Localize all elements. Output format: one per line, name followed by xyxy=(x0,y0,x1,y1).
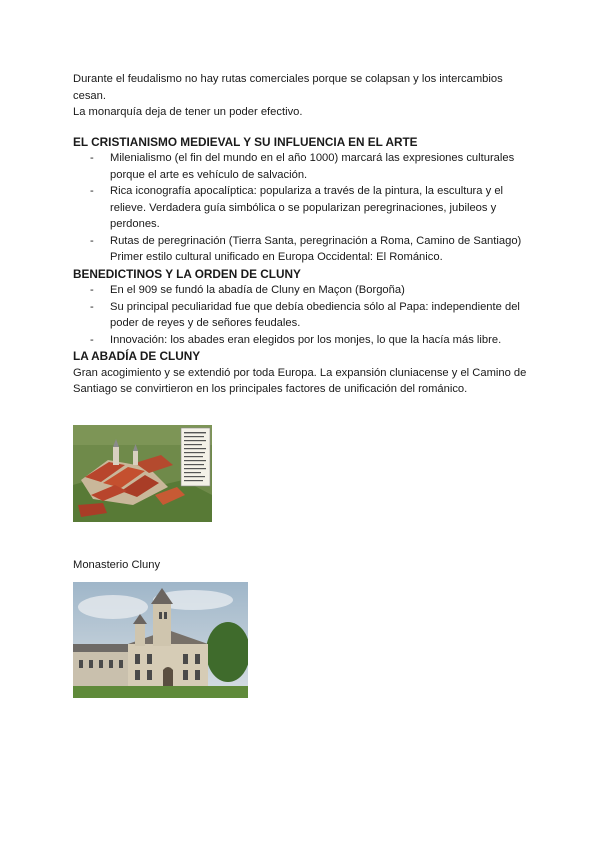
document-page xyxy=(73,71,528,698)
intro-paragraph-2: La monarquía deja de tener un poder efectivo. xyxy=(73,106,303,118)
intro-paragraph-1: Durante el feudalismo no hay rutas comerciales porque se colapsan y los intercambios cesan. xyxy=(73,73,503,102)
abadia-paragraph: Gran acogimiento y se extendió por toda Europa. La expansión cluniacense y el Camino de Santiago se convirtieron en los principales factores de unificación del románico. xyxy=(73,366,527,395)
benedictinos-list xyxy=(73,282,528,348)
list-item: - En el 909 se fundó la abadía de Cluny en Maçon (Borgoña) xyxy=(90,284,405,296)
section-title-abadia: LA ABADÍA DE CLUNY xyxy=(73,349,201,363)
list-item: - Innovación: los abades eran elegidos por los monjes, lo que la hacía más libre. xyxy=(90,333,502,346)
cluny-reconstruction-image xyxy=(73,425,212,522)
figure-caption: Monasterio Cluny xyxy=(73,558,161,571)
cristianismo-list xyxy=(73,150,528,266)
list-item: - Rutas de peregrinación (Tierra Santa, peregrinación a Roma, Camino de Santiago) Primer estilo cultural unificado en Europa Occidental: El Románico. xyxy=(90,234,522,263)
cluny-monastery-photo xyxy=(73,582,248,698)
list-item: - Su principal peculiaridad fue que debía obediencia sólo al Papa: independiente del poder de reyes y de señores feudales. xyxy=(90,300,520,329)
list-item: - Milenialismo (el fin del mundo en el año 1000) marcará las expresiones culturales porque el arte es vehículo de salvación. xyxy=(90,152,515,181)
section-title-benedictinos: BENEDICTINOS Y LA ORDEN DE CLUNY xyxy=(73,266,301,281)
section-title-cristianismo: EL CRISTIANISMO MEDIEVAL Y SU INFLUENCIA EN EL ARTE xyxy=(73,134,418,149)
list-item: - Rica iconografía apocalíptica: populariza a través de la pintura, la escultura y el relieve. Verdadera guía simbólica o se popularizan peregrinaciones, jubileos y perdones. xyxy=(90,185,504,230)
